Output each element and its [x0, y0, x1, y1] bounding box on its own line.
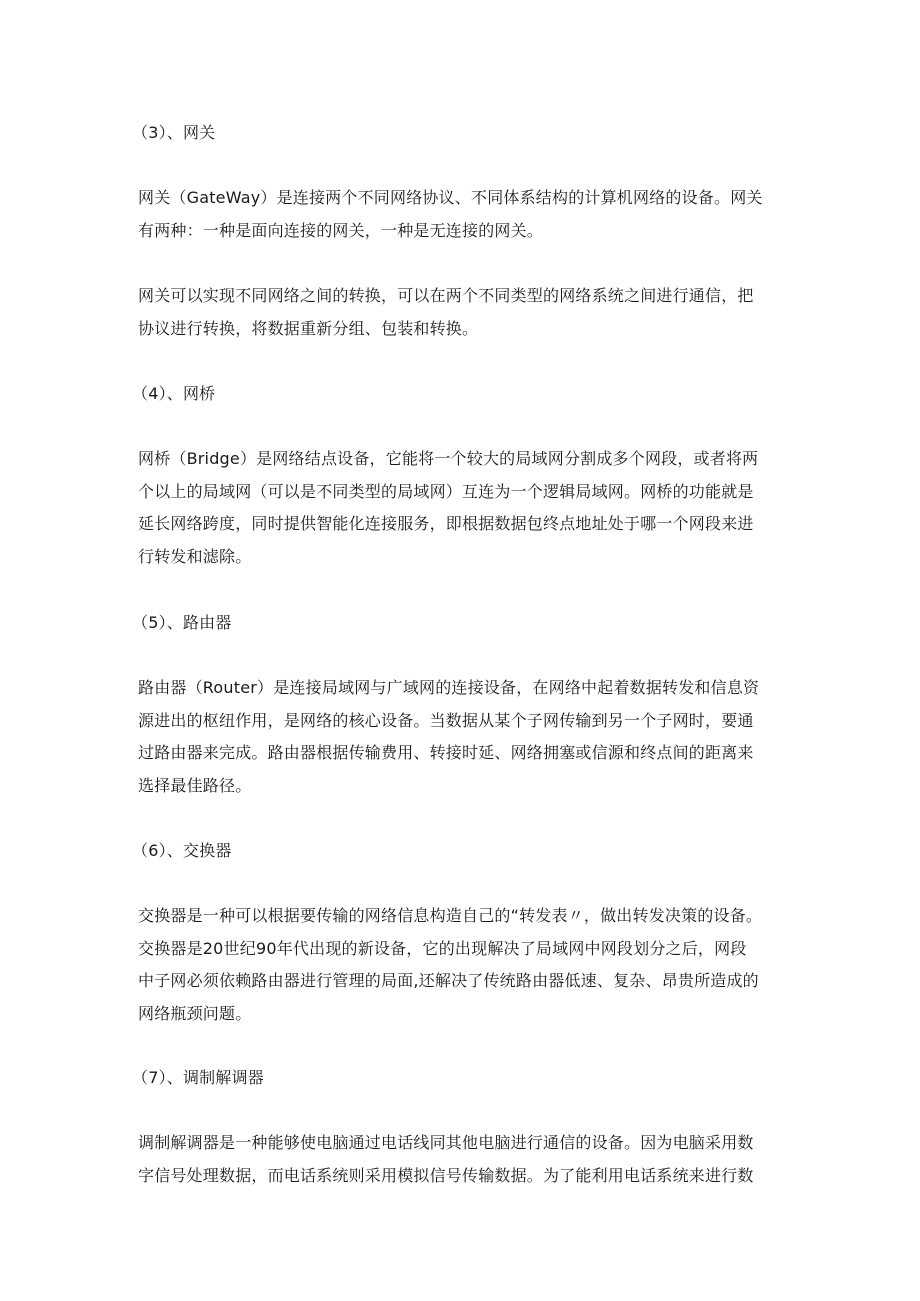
paragraph-gateway-definition: 网关（GateWay）是连接两个不同网络协议、不同体系结构的计算机网络的设备。网关 有两种：一种是面向连接的网关，一种是无连接的网关。: [138, 188, 763, 240]
paragraph-router-definition: 路由器（Router）是连接局域网与广域网的连接设备，在网络中起着数据转发和信息资 源进出的枢纽作用，是网络的核心设备。当数据从某个子网传输到另一个子网时，要通 过路由器来完成。路由器根据传输费用、转接时延、网络拥塞或信源和终点间的距离来 选择最佳路径。: [138, 678, 760, 795]
paragraph-bridge-definition: 网桥（Bridge）是网络结点设备，它能将一个较大的局域网分割成多个网段，或者将两 个以上的局域网（可以是不同类型的局域网）互连为一个逻辑局域网。网桥的功能就是 延长网络跨度，同时提供智能化连接服务，即根据数据包终点地址处于哪一个网段来进 行转发和滤除。: [138, 449, 759, 566]
section-heading-router: （5）、路由器: [132, 613, 232, 632]
paragraph-switch-definition: 交换器是一种可以根据要传输的网络信息构造自己的“转发表〃，做出转发决策的设备。 交换器是20世纪90年代出现的新设备，它的出现解决了局域网中网段划分之后，网段 中子网必须依赖路由器进行管理的局面,还解决了传统路由器低速、复杂、昂贵所造成的 网络瓶颈问题。: [138, 906, 763, 1023]
section-heading-gateway: （3）、网关: [132, 123, 216, 142]
section-heading-bridge: （4）、网桥: [132, 384, 216, 403]
section-heading-modem: （7）、调制解调器: [132, 1068, 264, 1087]
paragraph-modem-definition: 调制解调器是一种能够使电脑通过电话线同其他电脑进行通信的设备。因为电脑采用数 字信号处理数据，而电话系统则采用模拟信号传输数据。为了能利用电话系统来进行数: [138, 1133, 754, 1185]
section-heading-switch: （6）、交换器: [132, 841, 232, 860]
paragraph-gateway-function: 网关可以实现不同网络之间的转换，可以在两个不同类型的网络系统之间进行通信，把 协议进行转换，将数据重新分组、包装和转换。: [138, 286, 754, 338]
